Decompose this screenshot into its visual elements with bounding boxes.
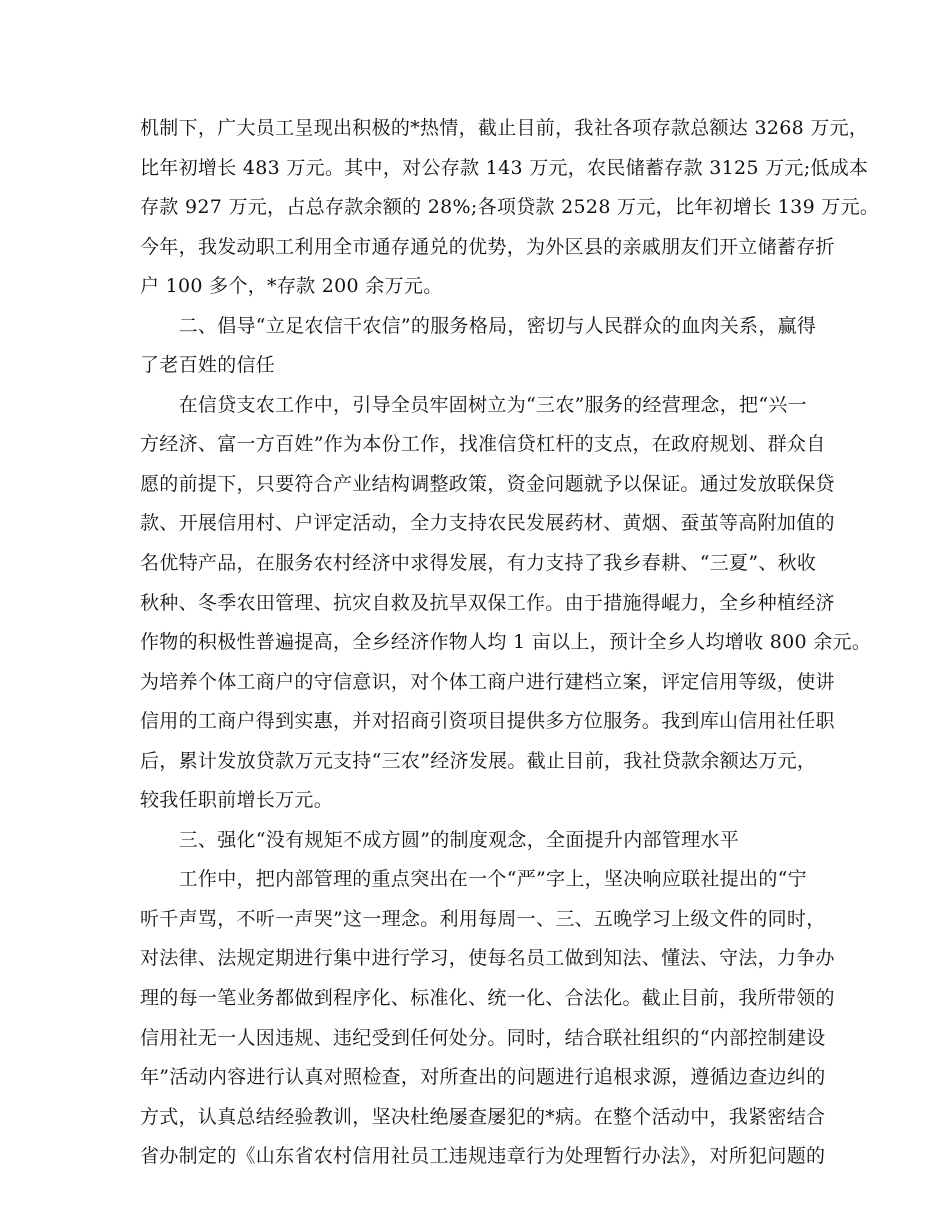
text-line: 比年初增长 483 万元。其中，对公存款 143 万元，农民储蓄存款 3125 万元;低成本 [140,156,869,179]
text-line: 方式，认真总结经验教训，坚决杜绝屡查屡犯的*病。在整个活动中，我紧密结合 [140,1105,826,1128]
section-heading-line: 二、倡导“立足农信干农信”的服务格局，密切与人民群众的血肉关系，赢得 [140,314,817,337]
text-line: 信用社无一人因违规、违纪受到任何处分。同时，结合联社组织的“内部控制建设 [140,1026,826,1049]
text-line: 款、开展信用村、户评定活动，全力支持农民发展药材、黄烟、蚕茧等高附加值的 [140,512,835,535]
text-line: 较我任职前增长万元。 [140,789,334,812]
text-line: 在信贷支农工作中，引导全员牢固树立为“三农”服务的经营理念，把“兴一 [140,393,807,416]
text-line: 工作中，把内部管理的重点突出在一个“严”字上，坚决响应联社提出的“宁 [140,868,807,891]
text-line: 作物的积极性普遍提高，全乡经济作物人均 1 亩以上，预计全乡人均增收 800 余元。 [140,631,872,654]
text-line: 愿的前提下，只要符合产业结构调整政策，资金问题就予以保证。通过发放联保贷 [140,472,835,495]
text-line: 听千声骂，不听一声哭”这一理念。利用每周一、三、五晚学习上级文件的同时， [140,907,826,930]
text-line: 对法律、法规定期进行集中进行学习，使每名员工做到知法、懂法、守法，力争办 [140,947,835,970]
text-line: 名优特产品，在服务农村经济中求得发展，有力支持了我乡春耕、“三夏”、秋收 [140,552,817,575]
text-line: 机制下，广大员工呈现出积极的*热情，截止目前，我社各项存款总额达 3268 万元， [140,117,869,139]
text-line: 年”活动内容进行认真对照检查，对所查出的问题进行追根求源，遵循边查边纠的 [140,1066,826,1089]
section-heading-line: 三、强化“没有规矩不成方圆”的制度观念，全面提升内部管理水平 [140,828,740,851]
text-line: 省办制定的《山东省农村信用社员工违规违章行为处理暂行办法》，对所犯问题的 [140,1145,826,1168]
text-line: 秋种、冬季农田管理、抗灾自救及抗旱双保工作。由于措施得崐力，全乡种植经济 [140,591,835,614]
text-line: 理的每一笔业务都做到程序化、标准化、统一化、合法化。截止目前，我所带领的 [140,987,835,1010]
body-text [140,109,880,1177]
text-line: 后，累计发放贷款万元支持“三农”经济发展。截止目前，我社贷款余额达万元， [140,749,817,772]
text-line: 户 100 多个，*存款 200 余万元。 [140,275,443,298]
text-line: 方经济、富一方百姓”作为本份工作，找准信贷杠杆的支点，在政府规划、群众自 [140,433,826,456]
section-heading-line: 了老百姓的信任 [140,354,276,377]
text-line: 今年，我发动职工利用全市通存通兑的优势，为外区县的亲戚朋友们开立储蓄存折 [140,235,835,258]
text-line: 信用的工商户得到实惠，并对招商引资项目提供多方位服务。我到库山信用社任职 [140,710,835,733]
text-line: 存款 927 万元，占总存款余额的 28%;各项贷款 2528 万元，比年初增长 139 万元。 [140,196,880,219]
text-line: 为培养个体工商户的守信意识，对个体工商户进行建档立案，评定信用等级，使讲 [140,670,835,693]
